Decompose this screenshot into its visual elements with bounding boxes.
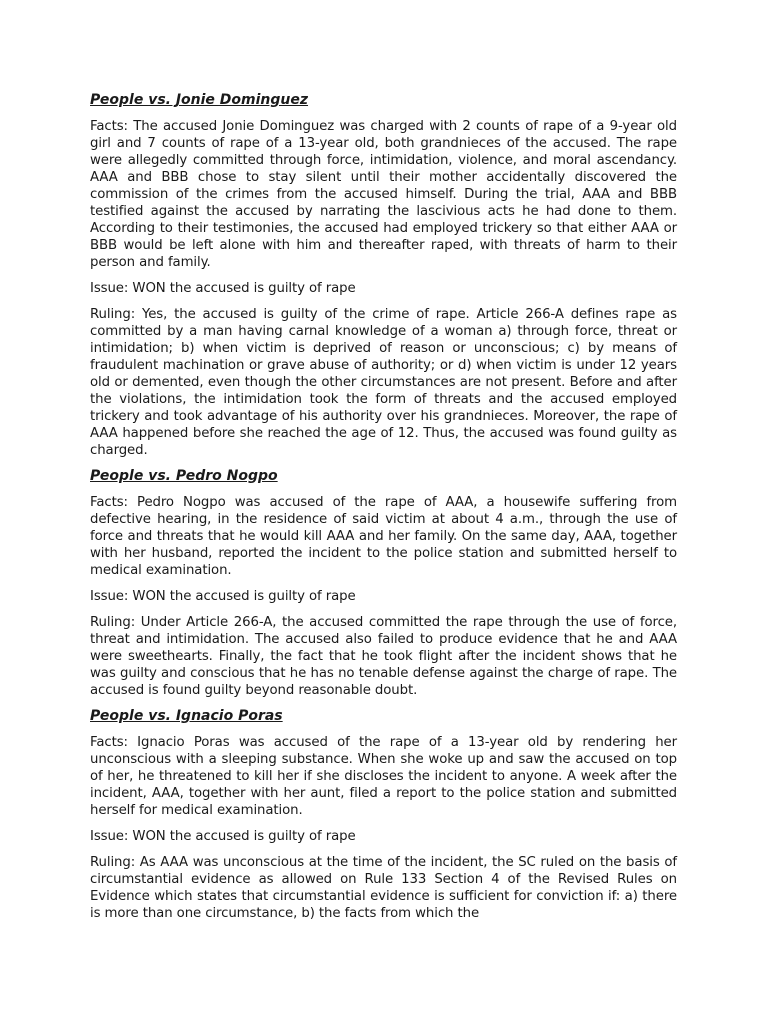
- document-page: [90, 92, 677, 931]
- case-poras: [90, 708, 677, 922]
- ruling-paragraph: Ruling: Yes, the accused is guilty of the crime of rape. Article 266-A defines rape as committed by a man having carnal knowledge of a woman a) through force, threat or intimidation; b) when victim is deprived of reason or unconscious; c) by means of fraudulent machination or grave abuse of authority; or d) when victim is under 12 years old or demented, even though the other circumstances are not present. Before and after the violations, the intimidation took the form of threats and the accused employed trickery and took advantage of his authority over his grandnieces. Moreover, the rape of AAA happened before she reached the age of 12. Thus, the accused was found guilty as charged.: [90, 307, 677, 458]
- case-title: People vs. Ignacio Poras: [90, 708, 283, 724]
- facts-paragraph: Facts: Ignacio Poras was accused of the rape of a 13-year old by rendering her unconscious with a sleeping substance. When she woke up and saw the accused on top of her, he threatened to kill her if she discloses the incident to anyone. A week after the incident, AAA, together with her aunt, filed a report to the police station and submitted herself for medical examination.: [90, 735, 677, 818]
- facts-paragraph: Facts: The accused Jonie Dominguez was charged with 2 counts of rape of a 9-year old girl and 7 counts of rape of a 13-year old, both grandnieces of the accused. The rape were allegedly committed through force, intimidation, violence, and moral ascendancy. AAA and BBB chose to stay silent until their mother accidentally discovered the commission of the crimes from the accused himself. During the trial, AAA and BBB testified against the accused by narrating the lascivious acts he had done to them. According to their testimonies, the accused had employed trickery so that either AAA or BBB would be left alone with him and thereafter raped, with threats of harm to their person and family.: [90, 119, 677, 270]
- ruling-paragraph: Ruling: Under Article 266-A, the accused committed the rape through the use of force, threat and intimidation. The accused also failed to produce evidence that he and AAA were sweethearts. Finally, the fact that he took flight after the incident shows that he was guilty and conscious that he has no tenable defense against the charge of rape. The accused is found guilty beyond reasonable doubt.: [90, 615, 677, 698]
- issue-paragraph: Issue: WON the accused is guilty of rape: [90, 589, 356, 604]
- ruling-paragraph: Ruling: As AAA was unconscious at the time of the incident, the SC ruled on the basis of circumstantial evidence as allowed on Rule 133 Section 4 of the Revised Rules on Evidence which states that circumstantial evidence is sufficient for conviction if: a) there is more than one circumstance, b) the facts from which the: [90, 855, 677, 921]
- case-title: People vs. Jonie Dominguez: [90, 92, 309, 108]
- facts-paragraph: Facts: Pedro Nogpo was accused of the rape of AAA, a housewife suffering from defective hearing, in the residence of said victim at about 4 a.m., through the use of force and threats that he would kill AAA and her family. On the same day, AAA, together with her husband, reported the incident to the police station and submitted herself to medical examination.: [90, 495, 677, 578]
- case-nogpo: [90, 468, 677, 699]
- issue-paragraph: Issue: WON the accused is guilty of rape: [90, 829, 356, 844]
- case-title: People vs. Pedro Nogpo: [90, 468, 278, 484]
- case-dominguez: [90, 92, 677, 459]
- issue-paragraph: Issue: WON the accused is guilty of rape: [90, 281, 356, 296]
